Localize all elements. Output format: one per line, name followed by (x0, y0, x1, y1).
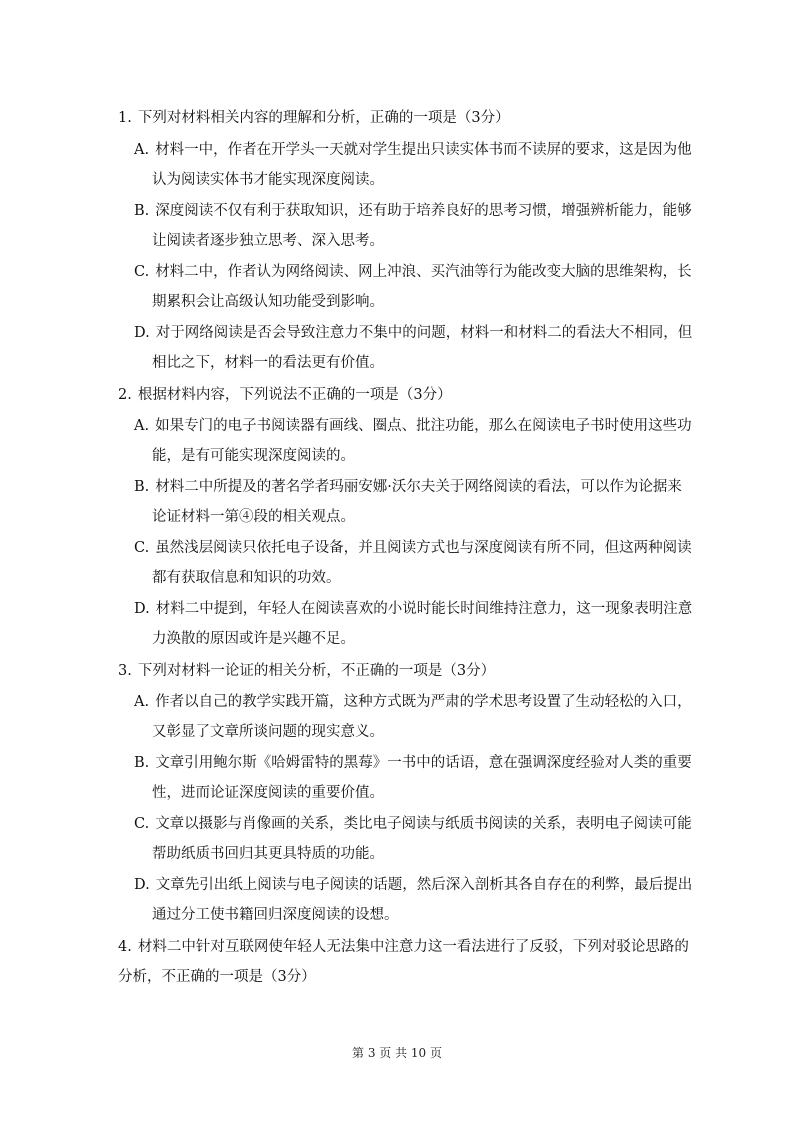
q2-option-c (134, 538, 692, 558)
q3-option-b-cont: 性，进而论证深度阅读的重要价值。 (152, 785, 384, 801)
q2-option-b-cont: 论证材料一第④段的相关观点。 (152, 509, 355, 525)
question-text: 材料二中针对互联网使年轻人无法集中注意力这一看法进行了反驳，下列对驳论思路的 (137, 939, 689, 955)
option-letter: C. (134, 264, 150, 280)
option-text: 文章先引出纸上阅读与电子阅读的话题，然后深入剖析其各自存在的利弊，最后提出 (155, 877, 693, 893)
option-letter: D. (134, 601, 150, 617)
option-letter: B. (134, 755, 150, 771)
q3-option-b (134, 753, 692, 773)
option-letter: B. (134, 203, 150, 219)
question-2-stem (118, 385, 452, 405)
q1-option-a-cont: 认为阅读实体书才能实现深度阅读。 (152, 172, 384, 188)
option-text: 如果专门的电子书阅读器有画线、圈点、批注功能，那么在阅读电子书时使用这些功 (155, 418, 692, 434)
option-letter: D. (134, 877, 150, 893)
q1-option-c (134, 262, 692, 282)
q3-option-c-cont: 帮助纸质书回归其更具特质的功能。 (152, 846, 384, 862)
question-1-stem (118, 108, 510, 128)
option-letter: C. (134, 540, 150, 556)
q2-option-a-cont: 能，是有可能实现深度阅读的。 (152, 448, 355, 464)
option-letter: C. (134, 816, 150, 832)
option-letter: A. (134, 142, 150, 158)
option-letter: B. (134, 479, 150, 495)
option-text: 材料二中，作者认为网络阅读、网上冲浪、买汽油等行为能改变大脑的思维架构，长 (155, 264, 692, 280)
option-text: 虽然浅层阅读只依托电子设备，并且阅读方式也与深度阅读有所不同，但这两种阅读 (155, 540, 692, 556)
q2-option-d (134, 599, 692, 619)
q2-option-b (134, 477, 682, 497)
q1-option-d (134, 323, 692, 343)
option-letter: D. (134, 325, 150, 341)
q2-option-a (134, 416, 692, 436)
q3-option-d-cont: 通过分工使书籍回归深度阅读的设想。 (152, 907, 399, 923)
q3-option-a-cont: 又彰显了文章所谈问题的现实意义。 (152, 724, 384, 740)
option-text: 文章引用鲍尔斯《哈姆雷特的黑莓》一书中的话语，意在强调深度经验对人类的重要 (155, 755, 692, 771)
question-number: 1. (118, 110, 132, 126)
question-text: 下列对材料相关内容的理解和分析，正确的一项是（3分） (137, 110, 510, 126)
question-number: 4. (118, 939, 132, 955)
page-footer: 第 3 页 共 10 页 (352, 1046, 442, 1060)
option-text: 文章以摄影与肖像画的关系，类比电子阅读与纸质书阅读的关系，表明电子阅读可能 (155, 816, 692, 832)
q1-option-b-cont: 让阅读者逐步独立思考、深入思考。 (152, 233, 384, 249)
question-text: 下列对材料一论证的相关分析，不正确的一项是（3分） (137, 663, 496, 679)
q2-option-c-cont: 都有获取信息和知识的功效。 (152, 570, 341, 586)
option-letter: A. (134, 694, 150, 710)
q3-option-d (134, 875, 692, 895)
question-4-stem (118, 937, 689, 957)
question-number: 2. (118, 387, 132, 403)
q3-option-a (134, 692, 692, 712)
question-4-stem-cont: 分析，不正确的一项是（3分） (118, 969, 316, 985)
q1-option-a (134, 140, 692, 160)
q1-option-c-cont: 期累积会让高级认知功能受到影响。 (152, 294, 384, 310)
option-text: 材料二中所提及的著名学者玛丽安娜·沃尔夫关于网络阅读的看法，可以作为论据来 (155, 479, 682, 495)
option-text: 对于网络阅读是否会导致注意力不集中的问题，材料一和材料二的看法大不相同，但 (155, 325, 693, 341)
option-text: 材料一中，作者在开学头一天就对学生提出只读实体书而不读屏的要求，这是因为他 (155, 142, 692, 158)
question-text: 根据材料内容，下列说法不正确的一项是（3分） (137, 387, 452, 403)
option-text: 深度阅读不仅有利于获取知识，还有助于培养良好的思考习惯，增强辨析能力，能够 (155, 203, 692, 219)
q2-option-d-cont: 力涣散的原因或许是兴趣不足。 (152, 631, 355, 647)
question-number: 3. (118, 663, 132, 679)
q1-option-b (134, 201, 692, 221)
option-text: 材料二中提到，年轻人在阅读喜欢的小说时能长时间维持注意力，这一现象表明注意 (155, 601, 693, 617)
option-letter: A. (134, 418, 150, 434)
option-text: 作者以自己的教学实践开篇，这种方式既为严肃的学术思考设置了生动轻松的入口， (155, 694, 692, 710)
question-3-stem (118, 661, 495, 681)
q3-option-c (134, 814, 692, 834)
q1-option-d-cont: 相比之下，材料一的看法更有价值。 (152, 355, 384, 371)
